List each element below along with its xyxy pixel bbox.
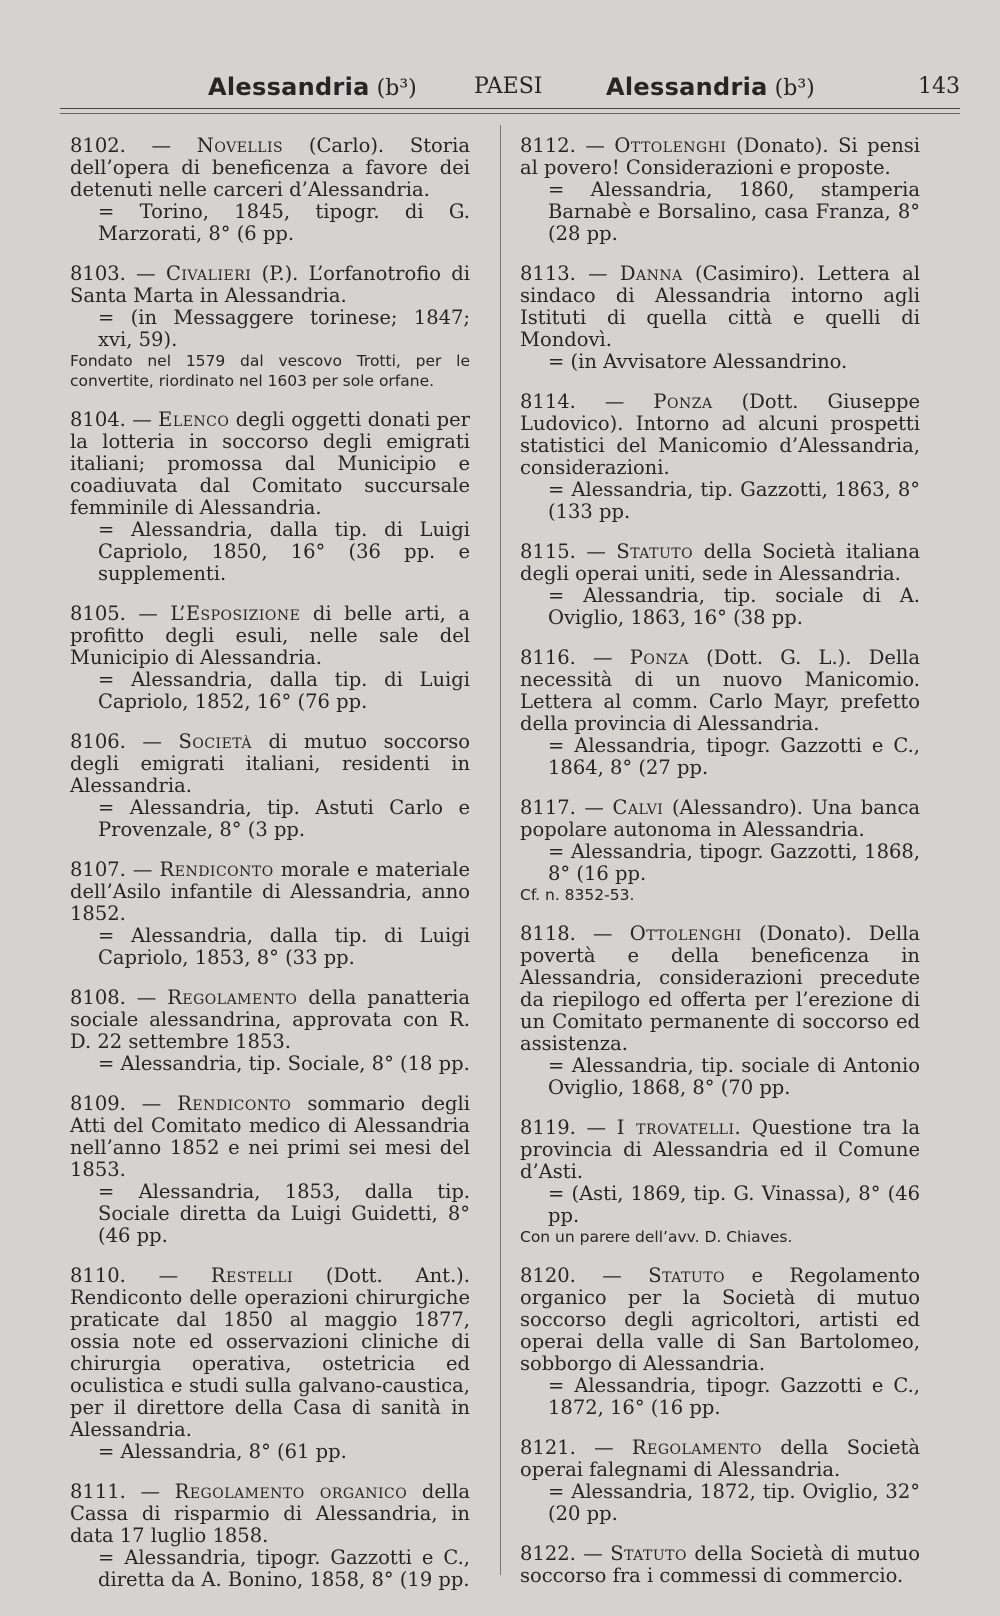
entry-publication: = Alessandria, tipogr. Gazzotti e C., 1872, 16° (16 pp. bbox=[548, 1374, 920, 1419]
entry-number: 8116. bbox=[520, 646, 576, 669]
left-column bbox=[70, 135, 470, 1609]
entry-title bbox=[520, 1543, 920, 1587]
entry-number: 8104. bbox=[70, 408, 126, 431]
entry-description: (Carlo). Storia dell’opera di beneficenza a favore dei detenuti nelle carceri d’Alessandria. bbox=[70, 134, 470, 201]
entry-author: Statuto bbox=[648, 1264, 726, 1287]
entry-author: Rendiconto bbox=[159, 858, 274, 881]
entry-description: di mutuo soccorso degli emigrati italiani, residenti in Alessandria. bbox=[70, 730, 470, 797]
entry-publication: = Alessandria, dalla tip. di Luigi Capriolo, 1850, 16° (36 pp. e supplementi. bbox=[98, 518, 470, 585]
entry-publication: = Alessandria, 1860, stamperia Barnabè e Borsalino, casa Franza, 8° (28 pp. bbox=[548, 178, 920, 245]
entry-description: della Società di mutuo soccorso fra i commessi di commercio. bbox=[520, 1542, 921, 1587]
entry-dash: — bbox=[125, 408, 159, 431]
entry-author: Ponza bbox=[653, 390, 713, 413]
entry-description: Questione tra la provincia di Alessandria ed il Comune d’Asti. bbox=[520, 1116, 920, 1183]
header-left: Alessandria (b³) bbox=[208, 73, 417, 101]
entry-description: sommario degli Atti del Comitato medico di Alessandria nell’anno 1852 e nei primi sei mesi del 1853. bbox=[70, 1092, 470, 1181]
entry-number: 8119. bbox=[520, 1116, 576, 1139]
entry-author: Novellis bbox=[196, 134, 284, 157]
entry-note: Fondato nel 1579 dal vescovo Trotti, per le convertite, riordinato nel 1603 per sole orfane. bbox=[70, 352, 470, 390]
entry-description: (Alessandro). Una banca popolare autonoma in Alessandria. bbox=[520, 796, 920, 841]
entry-publication: = (Asti, 1869, tip. G. Vinassa), 8° (46 pp. bbox=[548, 1182, 920, 1227]
entry-dash: — bbox=[125, 262, 166, 285]
bibliography-entry bbox=[520, 797, 920, 905]
entry-author: L’Esposizione bbox=[170, 602, 301, 625]
entry-number: 8120. bbox=[520, 1264, 576, 1287]
bibliography-entry bbox=[520, 263, 920, 373]
entry-author: Regolamento bbox=[631, 1436, 763, 1459]
entry-number: 8117. bbox=[520, 796, 576, 819]
entry-author: Danna bbox=[619, 262, 683, 285]
entry-title bbox=[520, 647, 920, 735]
right-column bbox=[520, 135, 920, 1605]
entry-number: 8103. bbox=[70, 262, 126, 285]
entry-dash: — bbox=[125, 730, 179, 753]
entry-number: 8114. bbox=[520, 390, 576, 413]
entry-dash: — bbox=[575, 1542, 611, 1565]
entry-author: Elenco bbox=[158, 408, 230, 431]
entry-dash: — bbox=[575, 262, 620, 285]
entry-title bbox=[520, 797, 920, 841]
entry-title bbox=[520, 1265, 920, 1375]
entry-dash: — bbox=[575, 646, 630, 669]
entry-title bbox=[70, 1093, 470, 1181]
entry-dash: — bbox=[575, 1264, 649, 1287]
entry-number: 8112. bbox=[520, 134, 576, 157]
bibliography-entry bbox=[520, 923, 920, 1099]
entry-description: e Regolamento organico per la Società di mutuo soccorso degli agricoltori, artisti ed operai della valle di San Bartolomeo, sobborgo di Alessandria. bbox=[520, 1264, 920, 1375]
entry-dash: — bbox=[575, 1436, 632, 1459]
entry-publication: = Alessandria, 1872, tip. Oviglio, 32° (20 pp. bbox=[548, 1480, 920, 1525]
entry-description: degli oggetti donati per la lotteria in soccorso degli emigrati italiani; promossa dal Municipio e coadiuvata dal Comitato succursale femminile di Alessandria. bbox=[70, 408, 470, 519]
entry-title bbox=[520, 1117, 920, 1183]
header-center: PAESI bbox=[474, 74, 543, 99]
entry-number: 8121. bbox=[520, 1436, 576, 1459]
entry-dash: — bbox=[575, 796, 613, 819]
bibliography-entry bbox=[520, 541, 920, 629]
entry-dash: — bbox=[575, 540, 617, 563]
entry-title bbox=[70, 1265, 470, 1441]
entry-number: 8102. bbox=[70, 134, 126, 157]
entry-number: 8113. bbox=[520, 262, 576, 285]
entry-dash: — bbox=[575, 1116, 617, 1139]
entry-publication: = Alessandria, tip. sociale di Antonio Oviglio, 1868, 8° (70 pp. bbox=[548, 1054, 920, 1099]
bibliography-entry bbox=[70, 859, 470, 969]
entry-author: Restelli bbox=[210, 1264, 294, 1287]
entry-dash: — bbox=[125, 986, 168, 1009]
entry-title bbox=[520, 1437, 920, 1481]
entry-dash: — bbox=[575, 390, 654, 413]
page-number: 143 bbox=[918, 74, 960, 99]
entry-number: 8110. bbox=[70, 1264, 126, 1287]
entry-title bbox=[520, 263, 920, 351]
entry-publication: = Alessandria, tip. Gazzotti, 1863, 8° (133 pp. bbox=[548, 478, 920, 523]
entry-description: (Casimiro). Lettera al sindaco di Alessandria intorno agli Istituti di quella città e quelli di Mondovì. bbox=[520, 262, 921, 351]
entry-author: Civalieri bbox=[165, 262, 252, 285]
entry-description: di belle arti, a profitto degli esuli, nelle sale del Municipio di Alessandria. bbox=[70, 602, 470, 669]
entry-dash: — bbox=[125, 134, 197, 157]
bibliography-entry bbox=[520, 1437, 920, 1525]
entry-publication: = Alessandria, tipogr. Gazzotti, 1868, 8° (16 pp. bbox=[548, 840, 920, 885]
entry-publication: = Alessandria, 1853, dalla tip. Sociale diretta da Luigi Guidetti, 8° (46 pp. bbox=[98, 1180, 470, 1247]
entry-description: della panatteria sociale alessandrina, approvata con R. D. 22 settembre 1853. bbox=[70, 986, 470, 1053]
entry-publication: = Alessandria, tip. Sociale, 8° (18 pp. bbox=[98, 1052, 470, 1075]
entry-title bbox=[70, 603, 470, 669]
entry-author: Regolamento bbox=[167, 986, 298, 1009]
entry-publication: = Alessandria, tip. sociale di A. Oviglio, 1863, 16° (38 pp. bbox=[548, 584, 920, 629]
bibliography-entry bbox=[520, 647, 920, 779]
entry-number: 8122. bbox=[520, 1542, 576, 1565]
entry-author: I trovatelli. bbox=[616, 1116, 742, 1139]
entry-description: della Società operai falegnami di Alessandria. bbox=[520, 1436, 920, 1481]
entry-title bbox=[70, 135, 470, 201]
entry-publication: = Torino, 1845, tipogr. di G. Marzorati, 8° (6 pp. bbox=[98, 200, 470, 245]
entry-number: 8111. bbox=[70, 1480, 126, 1503]
entry-author: Società bbox=[178, 730, 252, 753]
bibliography-entry bbox=[70, 1265, 470, 1463]
entry-description: (Dott. Ant.). Rendiconto delle operazioni chirurgiche praticate dal 1850 al maggio 1877, ossia note ed osservazioni cliniche di chirurgia operativa, ostetricia ed oculistica e studi sulla galvano-caustica, per il direttore della Casa di sanità in Alessandria. bbox=[70, 1264, 470, 1441]
bibliography-entry bbox=[70, 1481, 470, 1591]
entry-description: morale e materiale dell’Asilo infantile di Alessandria, anno 1852. bbox=[70, 858, 470, 925]
bibliography-entry bbox=[70, 603, 470, 713]
entry-title bbox=[520, 923, 920, 1055]
entry-number: 8107. bbox=[70, 858, 126, 881]
entry-publication: = (in Messaggere torinese; 1847; xvi, 59). bbox=[98, 306, 470, 351]
bibliography-entry bbox=[70, 263, 470, 391]
entry-publication: = Alessandria, tipogr. Gazzotti e C., 1864, 8° (27 pp. bbox=[548, 734, 920, 779]
entry-publication: = Alessandria, dalla tip. di Luigi Capriolo, 1853, 8° (33 pp. bbox=[98, 924, 470, 969]
entry-description: (Dott. G. L.). Della necessità di un nuovo Manicomio. Lettera al comm. Carlo Mayr, prefetto della provincia di Alessandria. bbox=[520, 646, 920, 735]
entry-title bbox=[520, 391, 920, 479]
entry-author: Rendiconto bbox=[177, 1092, 292, 1115]
entry-number: 8106. bbox=[70, 730, 126, 753]
bibliography-entry bbox=[70, 135, 470, 245]
bibliography-entry bbox=[520, 135, 920, 245]
bibliography-entry bbox=[70, 731, 470, 841]
entry-dash: — bbox=[125, 602, 171, 625]
entry-publication: = (in Avvisatore Alessandrino. bbox=[548, 350, 848, 373]
entry-author: Regolamento organico bbox=[174, 1480, 408, 1503]
entry-title bbox=[70, 1481, 470, 1547]
entry-title bbox=[70, 263, 470, 307]
entry-author: Ponza bbox=[629, 646, 689, 669]
entry-dash: — bbox=[125, 1264, 211, 1287]
bibliography-entry bbox=[520, 1117, 920, 1247]
entry-publication: = Alessandria, dalla tip. di Luigi Capriolo, 1852, 16° (76 pp. bbox=[98, 668, 470, 713]
entry-description: (P.). L’orfanotrofio di Santa Marta in Alessandria. bbox=[70, 262, 471, 307]
running-header bbox=[60, 70, 960, 110]
entry-description: della Cassa di risparmio di Alessandria, in data 17 luglio 1858. bbox=[70, 1480, 470, 1547]
entry-title bbox=[70, 409, 470, 519]
entry-description: della Società italiana degli operai uniti, sede in Alessandria. bbox=[520, 540, 920, 585]
bibliography-entry bbox=[70, 409, 470, 585]
entry-dash: — bbox=[125, 1480, 175, 1503]
entry-description: (Donato). Si pensi al povero! Considerazioni e proposte. bbox=[520, 134, 921, 179]
bibliography-entry bbox=[70, 1093, 470, 1247]
entry-publication: = Alessandria, 8° (61 pp. bbox=[98, 1440, 347, 1463]
entry-author: Statuto bbox=[610, 1542, 687, 1565]
entry-author: Ottolenghi bbox=[629, 922, 742, 945]
header-right: Alessandria (b³) bbox=[606, 73, 815, 101]
entry-note: Con un parere dell’avv. D. Chiaves. bbox=[520, 1228, 793, 1246]
entry-description: (Donato). Della povertà e della beneficenza in Alessandria, considerazioni precedute da riepilogo ed offerta per l’erezione di un Comitato permanente di soccorso ed assistenza. bbox=[520, 922, 920, 1055]
entry-number: 8105. bbox=[70, 602, 126, 625]
entry-author: Calvi bbox=[612, 796, 664, 819]
bibliography-entry bbox=[520, 391, 920, 523]
entry-number: 8109. bbox=[70, 1092, 126, 1115]
entry-author: Ottolenghi bbox=[614, 134, 727, 157]
entry-dash: — bbox=[575, 134, 615, 157]
entry-note: Cf. n. 8352-53. bbox=[520, 886, 635, 904]
entry-publication: = Alessandria, tipogr. Gazzotti e C., diretta da A. Bonino, 1858, 8° (19 pp. bbox=[98, 1546, 470, 1591]
entry-publication: = Alessandria, tip. Astuti Carlo e Provenzale, 8° (3 pp. bbox=[98, 796, 470, 841]
bibliography-entry bbox=[70, 987, 470, 1075]
entry-number: 8108. bbox=[70, 986, 126, 1009]
bibliography-entry bbox=[520, 1543, 920, 1587]
header-rule bbox=[60, 108, 960, 109]
column-divider bbox=[500, 125, 501, 1575]
entry-title bbox=[70, 987, 470, 1053]
entry-dash: — bbox=[575, 922, 630, 945]
entry-title bbox=[70, 731, 470, 797]
entry-dash: — bbox=[125, 858, 160, 881]
entry-dash: — bbox=[125, 1092, 178, 1115]
header-rule-thin bbox=[60, 113, 960, 114]
entry-number: 8115. bbox=[520, 540, 576, 563]
entry-number: 8118. bbox=[520, 922, 576, 945]
bibliography-entry bbox=[520, 1265, 920, 1419]
entry-title bbox=[70, 859, 470, 925]
entry-title bbox=[520, 541, 920, 585]
entry-author: Statuto bbox=[616, 540, 694, 563]
entry-description: (Dott. Giuseppe Ludovico). Intorno ad alcuni prospetti statistici del Manicomio d’Alessandria, considerazioni. bbox=[520, 390, 920, 479]
entry-title bbox=[520, 135, 920, 179]
